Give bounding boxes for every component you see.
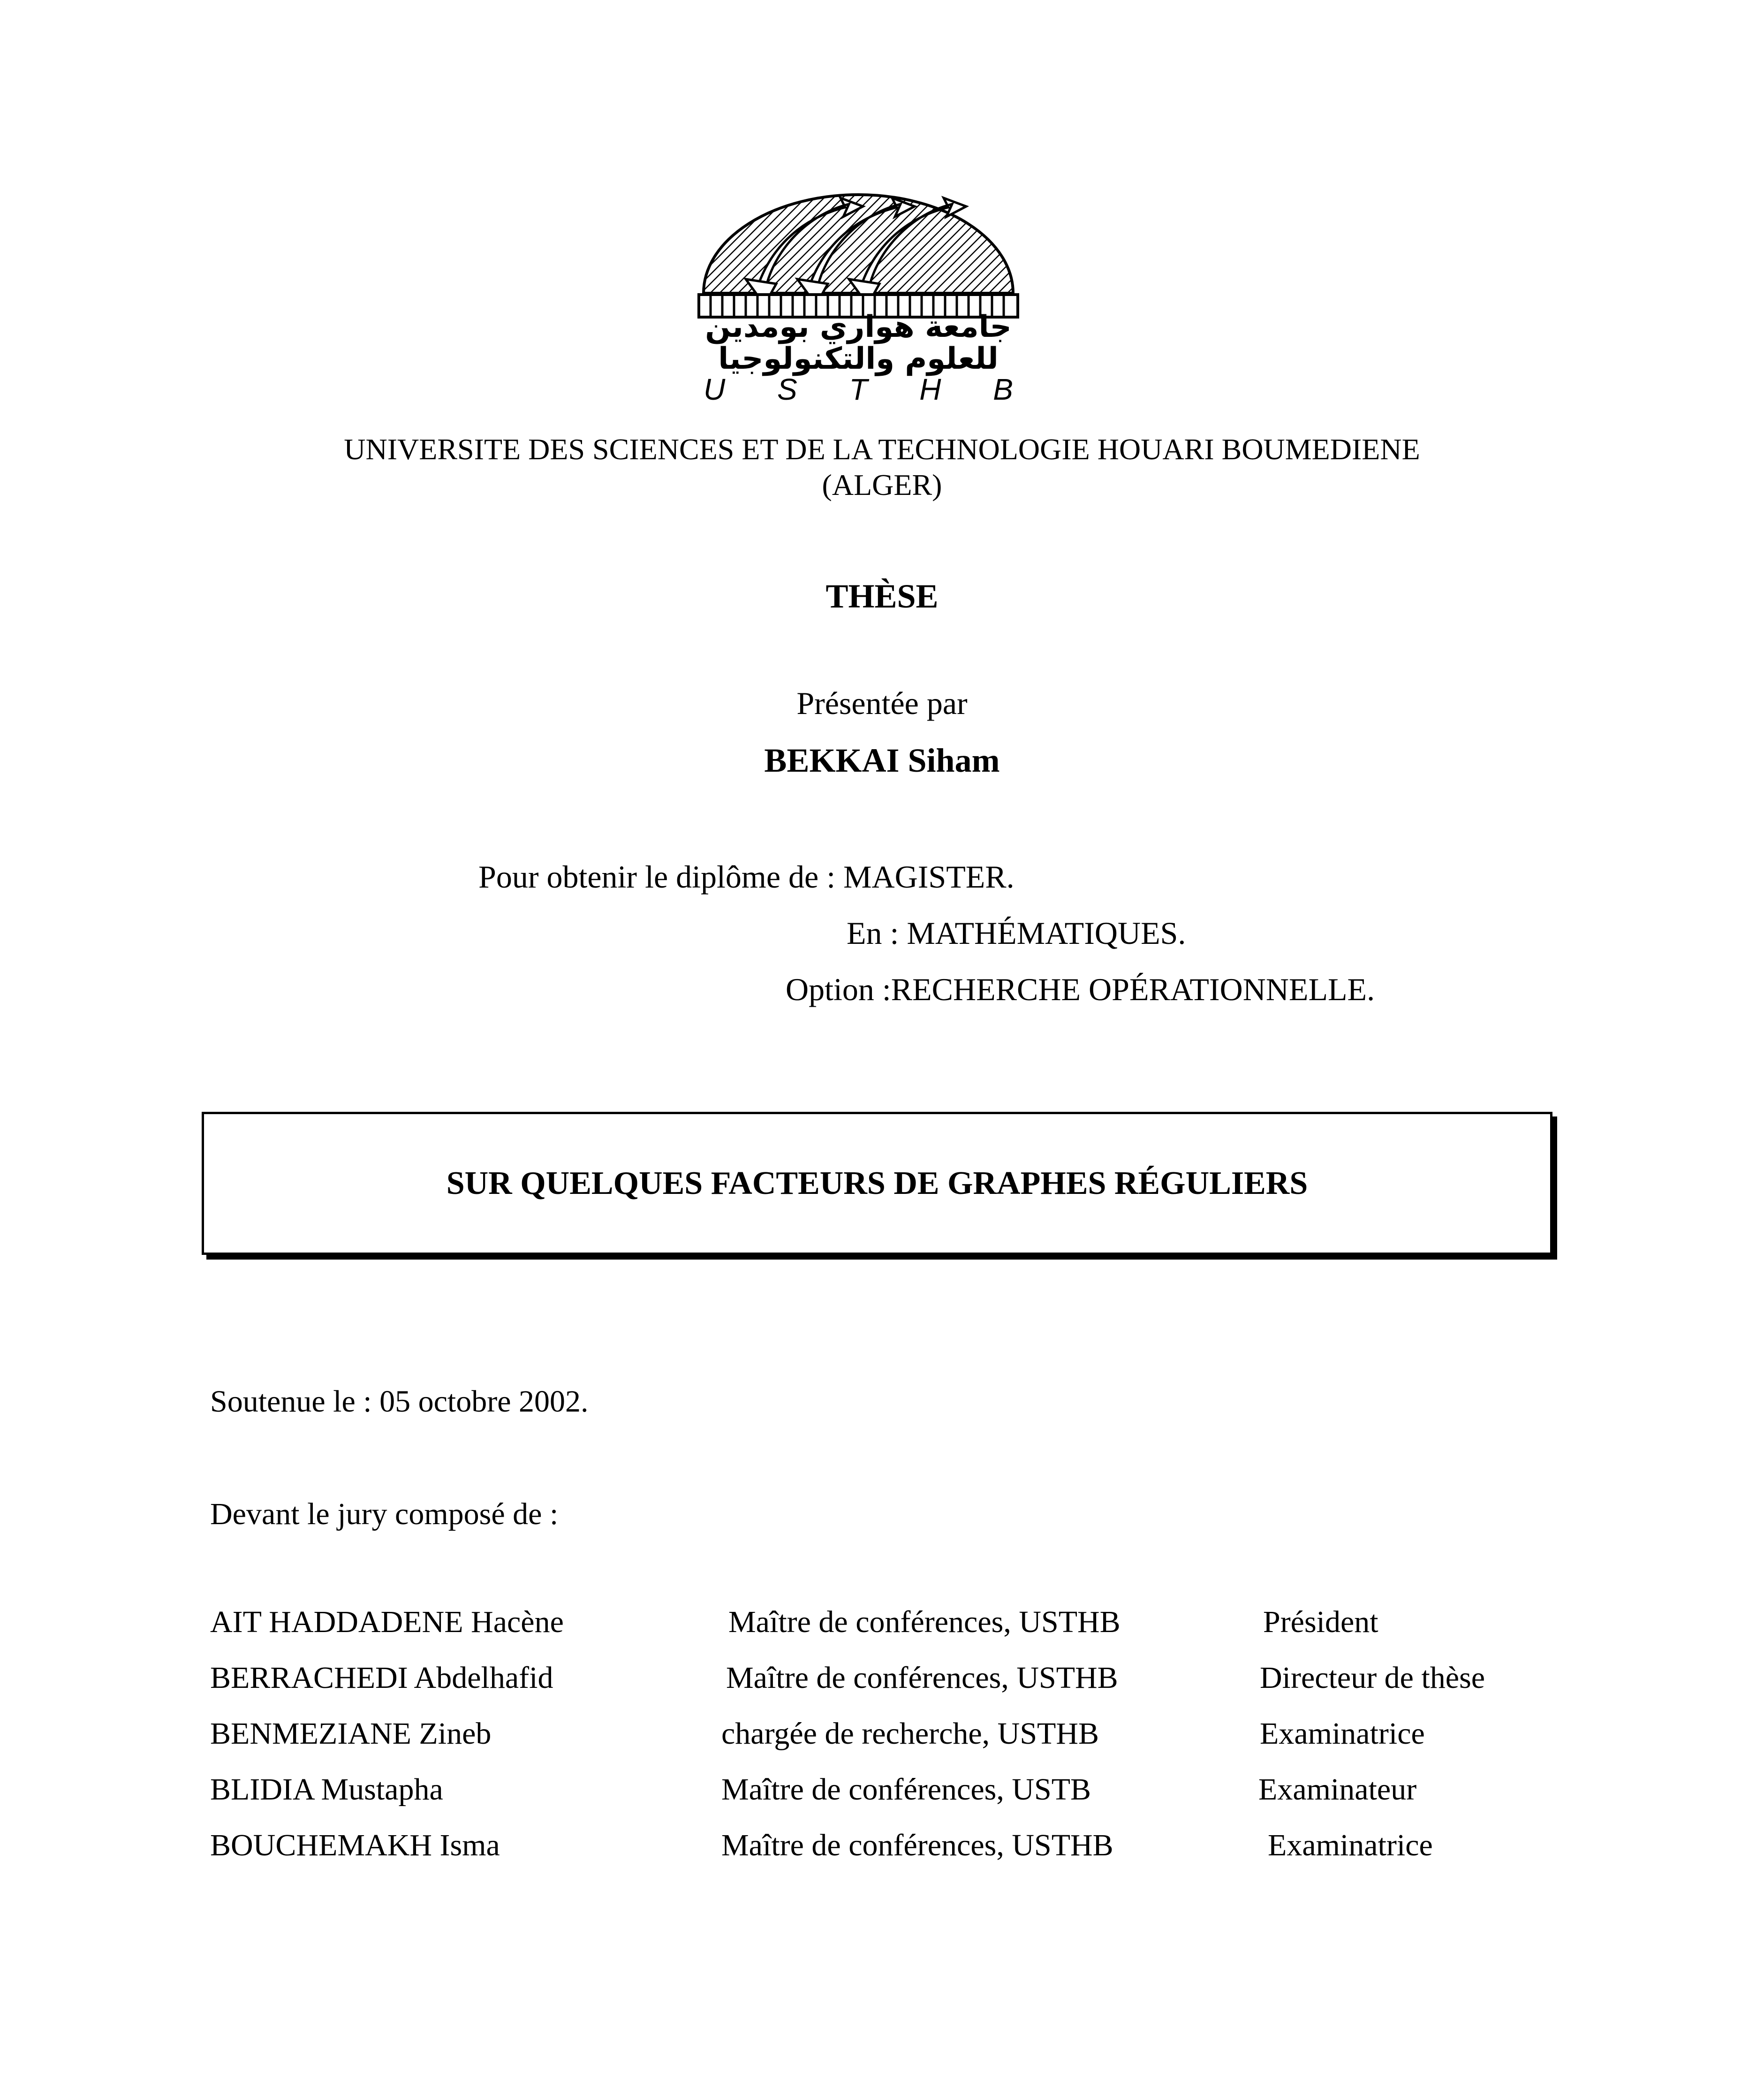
option-line: Option :RECHERCHE OPÉRATIONNELLE. — [786, 972, 1375, 1007]
presented-by-label: Présentée par — [796, 685, 968, 721]
jury-member-name: AIT HADDADENE Hacène — [210, 1605, 564, 1639]
document-type: THÈSE — [825, 577, 939, 615]
jury-member-role: Président — [1263, 1605, 1378, 1639]
thesis-title: SUR QUELQUES FACTEURS DE GRAPHES RÉGULIERS — [446, 1165, 1308, 1201]
jury-member-position: Maître de conférences, USTB — [721, 1772, 1091, 1807]
jury-member-role: Directeur de thèse — [1260, 1661, 1485, 1695]
university-heading — [0, 432, 1764, 503]
logo-letter-b: B — [993, 372, 1013, 406]
jury-member-name: BOUCHEMAKH Isma — [210, 1828, 500, 1862]
thesis-title-box — [202, 1112, 1552, 1255]
logo-letter-u: U — [704, 372, 726, 406]
jury-member-role: Examinateur — [1258, 1772, 1417, 1807]
logo-letters — [694, 373, 1022, 406]
jury-member-position: Maître de conférences, USTHB — [728, 1605, 1120, 1639]
jury-member-position: Maître de conférences, USTHB — [721, 1828, 1113, 1862]
field-line: En : MATHÉMATIQUES. — [847, 915, 1186, 951]
logo-letter-s: S — [777, 372, 797, 406]
university-city: (ALGER) — [822, 468, 942, 501]
jury-intro: Devant le jury composé de : — [210, 1497, 559, 1531]
jury-member-role: Examinatrice — [1260, 1716, 1425, 1751]
jury-member-name: BENMEZIANE Zineb — [210, 1716, 492, 1751]
diploma-line: Pour obtenir le diplôme de : MAGISTER. — [478, 859, 1014, 895]
logo-letter-h: H — [919, 372, 941, 406]
jury-member-position: Maître de conférences, USTHB — [726, 1661, 1118, 1695]
author-name: BEKKAI Siham — [764, 742, 1000, 779]
jury-member-name: BERRACHEDI Abdelhafid — [210, 1661, 553, 1695]
university-logo — [694, 188, 1022, 408]
jury-member-name: BLIDIA Mustapha — [210, 1772, 443, 1807]
university-name: UNIVERSITE DES SCIENCES ET DE LA TECHNOLOGIE HOUARI BOUMEDIENE — [344, 433, 1420, 466]
jury-member-position: chargée de recherche, USTHB — [721, 1716, 1099, 1751]
logo-arabic-line-2: للعلوم والتكنولوجيا — [718, 342, 999, 376]
defense-date: Soutenue le : 05 octobre 2002. — [210, 1384, 589, 1419]
jury-member-role: Examinatrice — [1268, 1828, 1433, 1862]
logo-letter-t: T — [849, 372, 868, 406]
logo-arabic-line-1: جامعة هواري بومدين — [705, 310, 1012, 344]
